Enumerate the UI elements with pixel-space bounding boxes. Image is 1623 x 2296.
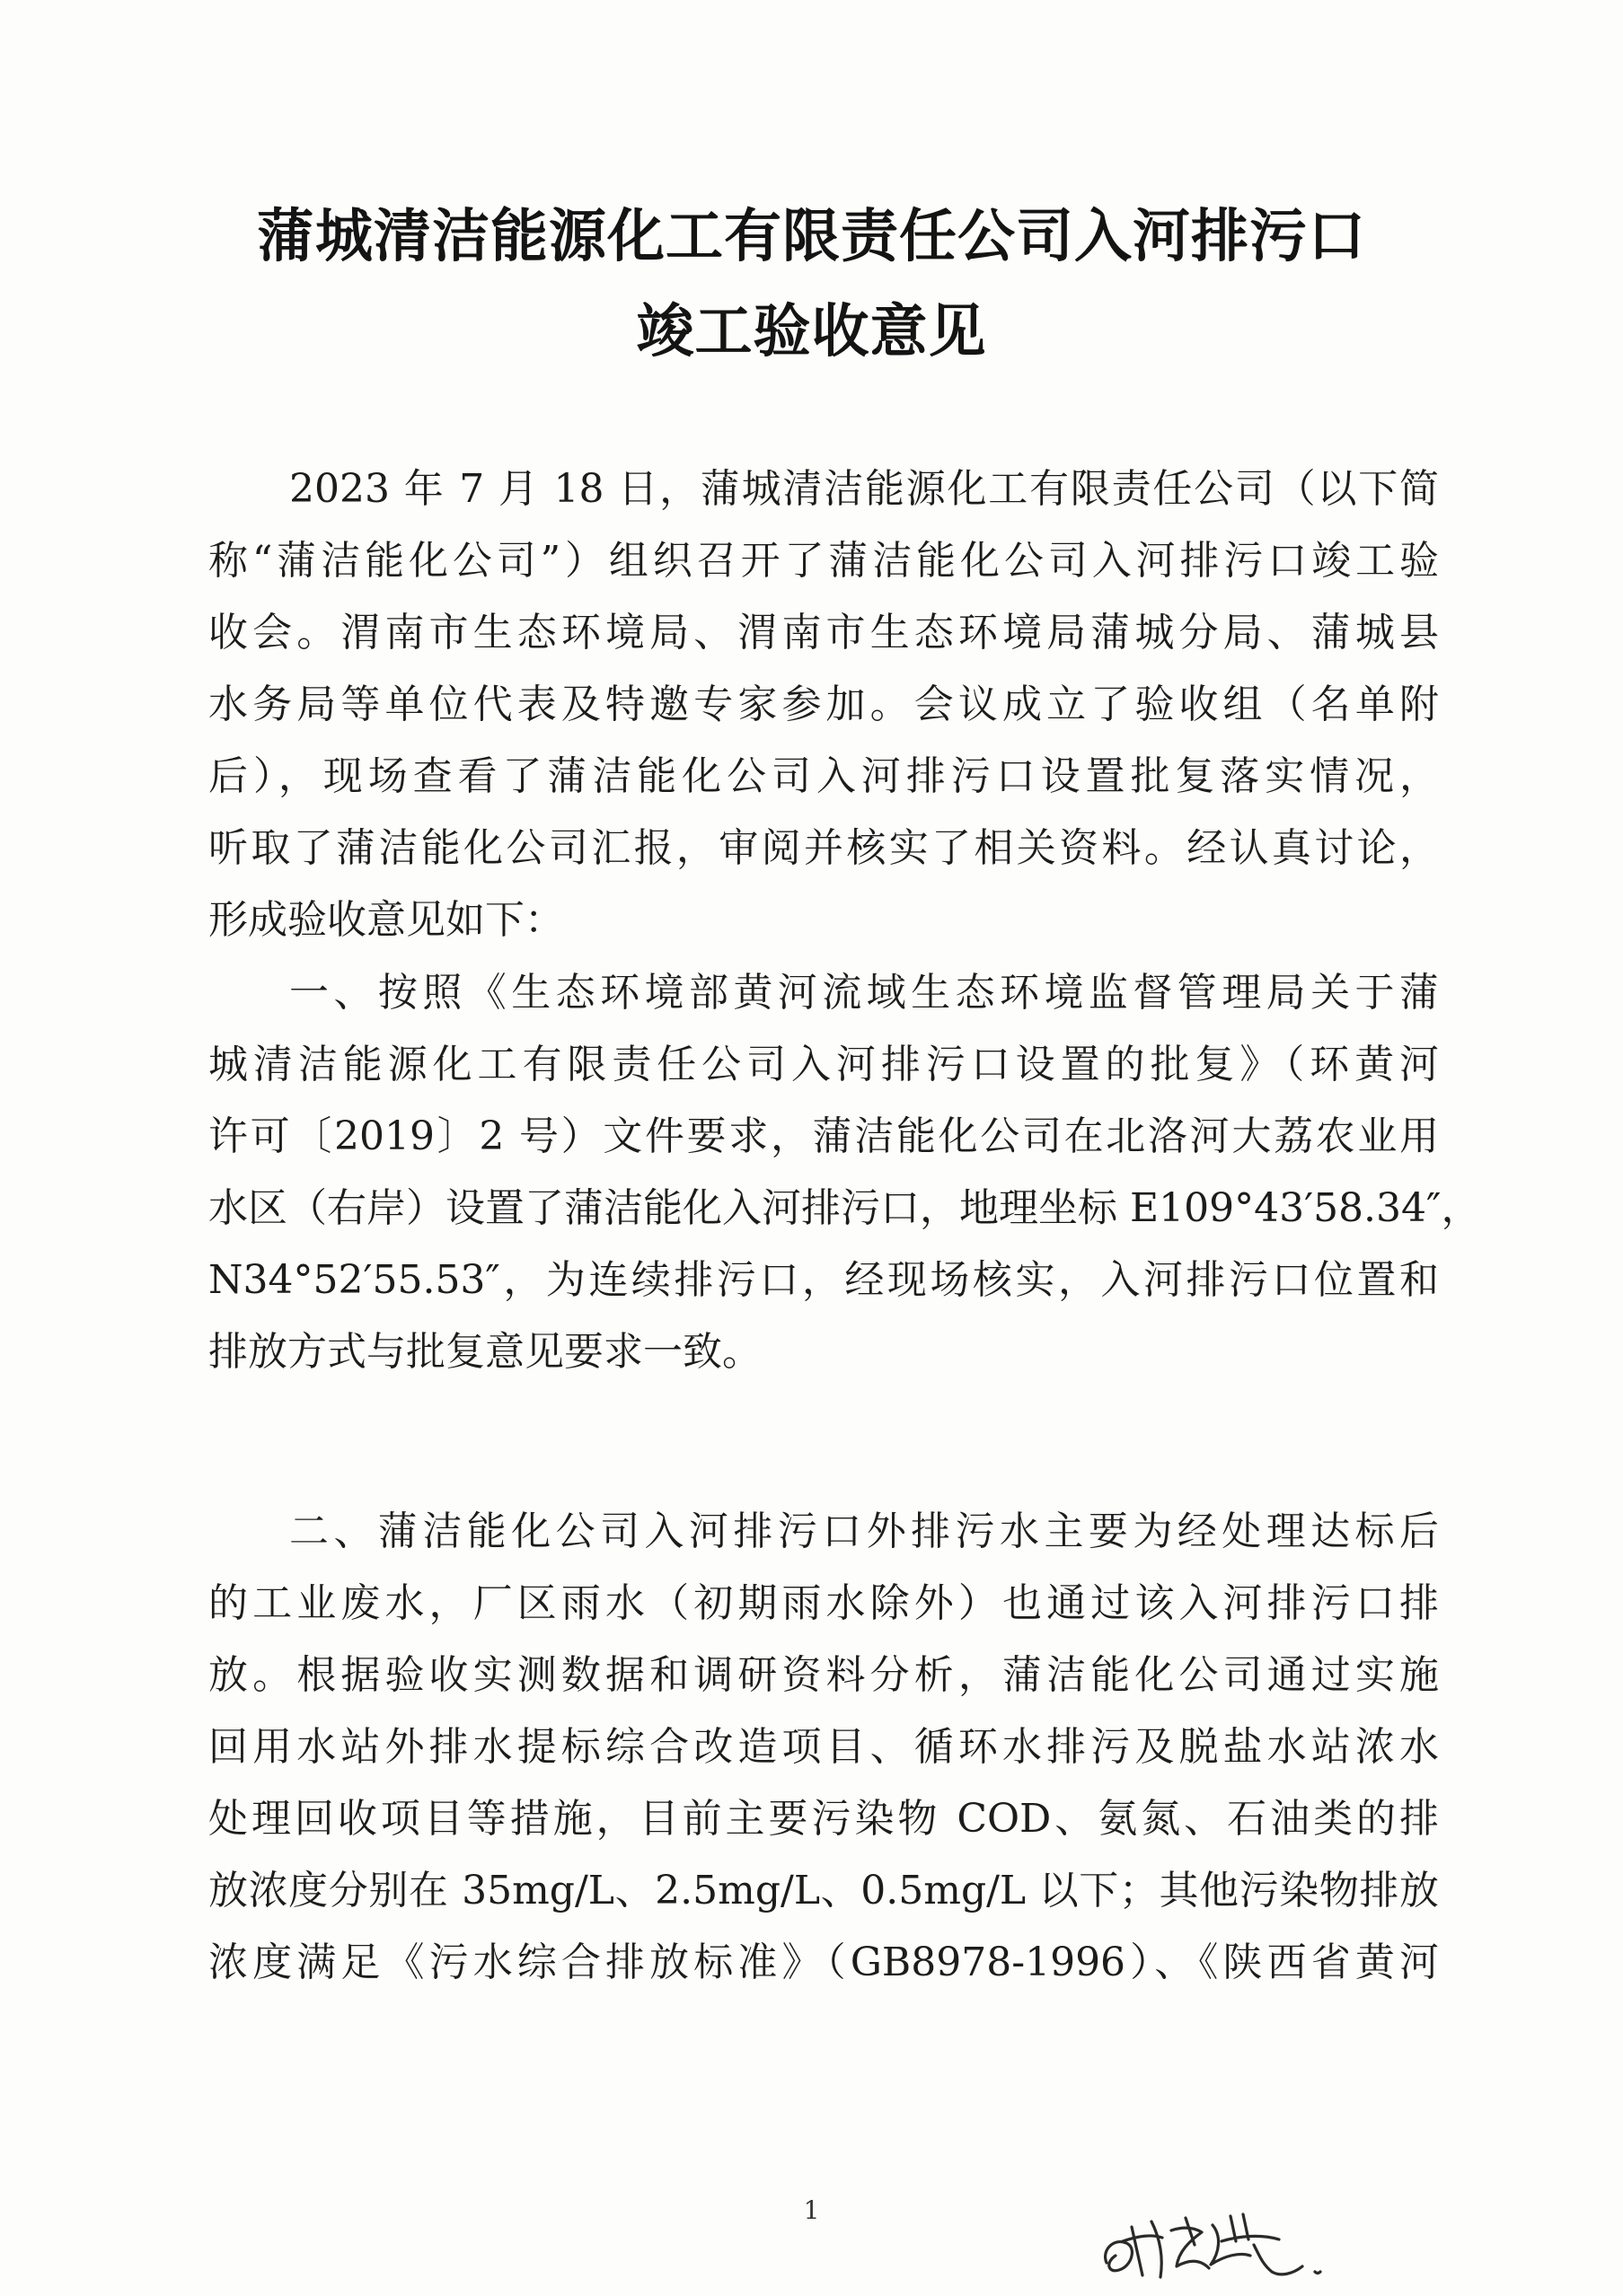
paragraph-line: 2023 年 7 月 18 日，蒲城清洁能源化工有限责任公司（以下简 bbox=[289, 466, 1439, 512]
paragraph-line: 形成验收意见如下： bbox=[208, 897, 564, 943]
paragraph-line: 二、蒲洁能化公司入河排污口外排污水主要为经处理达标后 bbox=[289, 1509, 1439, 1554]
paragraph-line: 许可〔2019〕2 号）文件要求，蒲洁能化公司在北洛河大荔农业用 bbox=[208, 1113, 1439, 1159]
paragraph-line: N34°52′55.53″，为连续排污口，经现场核实，入河排污口位置和 bbox=[208, 1257, 1439, 1303]
paragraph-line: 回用水站外排水提标综合改造项目、循环水排污及脱盐水站浓水 bbox=[208, 1724, 1439, 1770]
paragraph-line: 处理回收项目等措施，目前主要污染物 COD、氨氮、石油类的排 bbox=[208, 1796, 1439, 1842]
document-title-line-1: 蒲城清洁能源化工有限责任公司入河排污口 bbox=[257, 204, 1366, 270]
page-number: 1 bbox=[803, 2195, 820, 2225]
paragraph-line: 水务局等单位代表及特邀专家参加。会议成立了验收组（名单附 bbox=[208, 682, 1439, 727]
paragraph-line: 的工业废水，厂区雨水（初期雨水除外）也通过该入河排污口排 bbox=[208, 1580, 1439, 1626]
paragraph-line: 收会。渭南市生态环境局、渭南市生态环境局蒲城分局、蒲城县 bbox=[208, 610, 1439, 655]
document-title-line-2: 竣工验收意见 bbox=[636, 299, 987, 365]
paragraph-line: 浓度满足《污水综合排放标准》（GB8978-1996）、《陕西省黄河 bbox=[208, 1940, 1439, 1985]
paragraph-line: 后），现场查看了蒲洁能化公司入河排污口设置批复落实情况， bbox=[208, 753, 1439, 799]
paragraph-line: 放。根据验收实测数据和调研资料分析，蒲洁能化公司通过实施 bbox=[208, 1652, 1439, 1698]
paragraph-line: 城清洁能源化工有限责任公司入河排污口设置的批复》（环黄河 bbox=[208, 1042, 1439, 1087]
paragraph-line: 一、按照《生态环境部黄河流域生态环境监督管理局关于蒲 bbox=[289, 970, 1439, 1016]
paragraph-line: 放浓度分别在 35mg/L、2.5mg/L、0.5mg/L 以下；其他污染物排放 bbox=[208, 1868, 1439, 1913]
paragraph-1 bbox=[208, 453, 1439, 956]
paragraph-line: 水区（右岸）设置了蒲洁能化入河排污口，地理坐标 E109°43′58.34″， bbox=[208, 1185, 1481, 1231]
paragraph-line: 排放方式与批复意见要求一致。 bbox=[208, 1329, 762, 1375]
paragraph-3 bbox=[208, 1496, 1439, 1999]
paragraph-line: 称“蒲洁能化公司”）组织召开了蒲洁能化公司入河排污口竣工验 bbox=[208, 538, 1439, 584]
handwritten-signature bbox=[1096, 2200, 1338, 2290]
paragraph-line: 听取了蒲洁能化公司汇报，审阅并核实了相关资料。经认真讨论， bbox=[208, 825, 1439, 871]
paragraph-2 bbox=[208, 957, 1481, 1388]
